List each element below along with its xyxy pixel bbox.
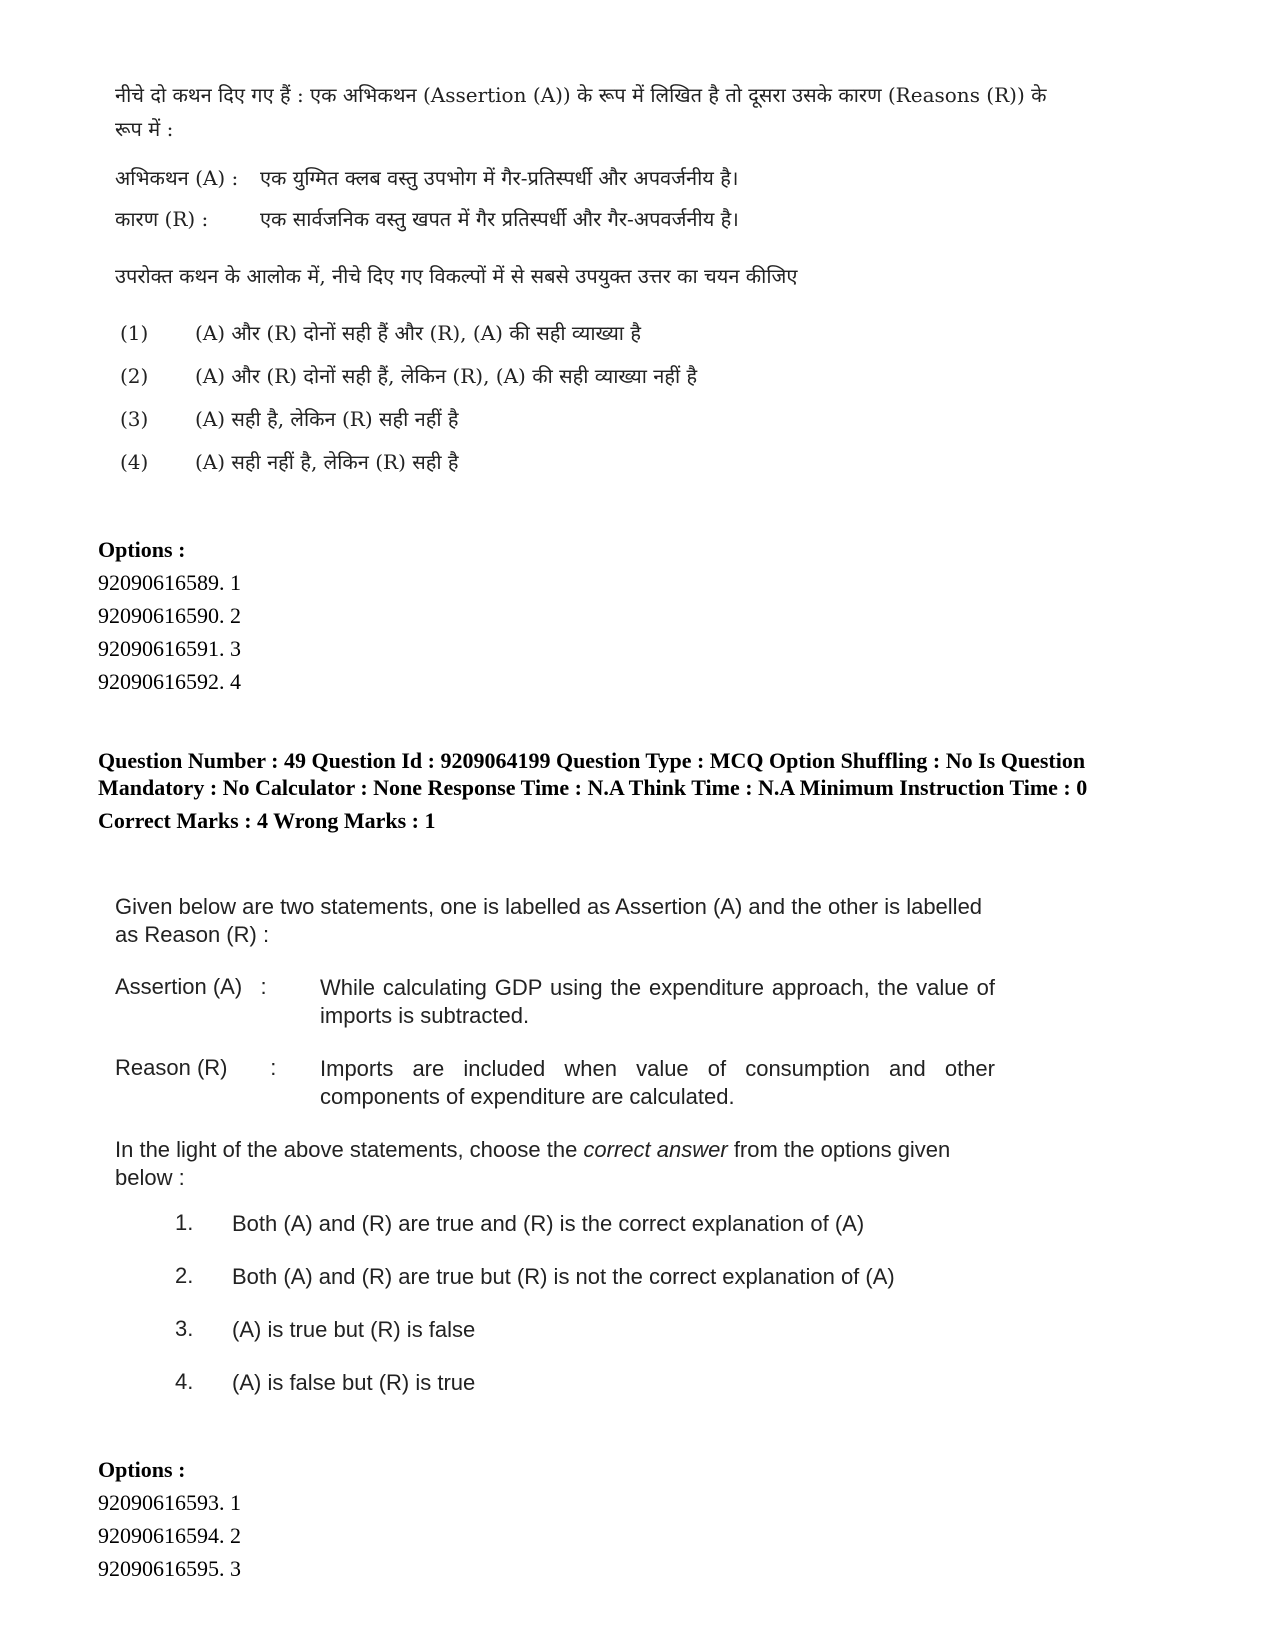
hindi-assertion-label: अभिकथन (A) : (115, 166, 239, 190)
hindi-option-number: (2) (120, 363, 149, 388)
hindi-option (115, 397, 1055, 440)
hindi-option-number: (4) (120, 449, 149, 474)
english-option (175, 1316, 995, 1344)
hindi-question-text: उपरोक्त कथन के आलोक में, नीचे दिए गए विकल्पों में से सबसे उपयुक्त उत्तर का चयन कीजिए (115, 264, 798, 288)
hindi-option-text: (A) सही है, लेकिन (R) सही नहीं है (195, 407, 459, 431)
english-question-block (115, 893, 995, 1422)
english-assertion-row (115, 974, 995, 1030)
hindi-option-text: (A) और (R) दोनों सही हैं और (R), (A) की सही व्याख्या है (195, 321, 641, 345)
option-id-line: 92090616589. 1 (98, 570, 241, 595)
english-assertion-text: While calculating GDP using the expenditure approach, the value of imports is subtracted. (320, 975, 995, 1028)
hindi-question-block (115, 78, 1055, 483)
english-assertion-label: Assertion (A) : (115, 974, 267, 999)
hindi-assertion-row (115, 164, 1055, 191)
options-heading: Options : (98, 1457, 186, 1482)
hindi-intro: नीचे दो कथन दिए गए हैं : एक अभिकथन (Assertion (A)) के रूप में लिखित है तो दूसरा उसके कारण (Reasons (R)) के रूप में : (115, 83, 1047, 141)
question-meta-line: Question Number : 49 Question Id : 9209064199 Question Type : MCQ Option Shuffling : No Is Question Mandatory : No Calculator : None Response Time : N.A Think Time : N.A Minimum Instruction Time : 0 (98, 748, 1088, 800)
english-option (175, 1369, 995, 1397)
hindi-option (115, 354, 1055, 397)
question-text-part: In the light of the above statements, choose the (115, 1137, 584, 1162)
english-option-text: (A) is true but (R) is false (232, 1317, 476, 1342)
english-option-number: 1. (175, 1210, 194, 1235)
options-list-1 (98, 533, 241, 698)
english-reason-label: Reason (R) : (115, 1055, 277, 1080)
english-question-text (115, 1136, 995, 1192)
options-heading: Options : (98, 537, 186, 562)
question-marks: Correct Marks : 4 Wrong Marks : 1 (98, 808, 436, 833)
hindi-reason-label: कारण (R) : (115, 207, 209, 231)
option-id-line: 92090616594. 2 (98, 1523, 241, 1548)
question-emphasis: correct answer (583, 1137, 728, 1162)
hindi-option-text: (A) और (R) दोनों सही हैं, लेकिन (R), (A) की सही व्याख्या नहीं है (195, 364, 698, 388)
option-id-line: 92090616593. 1 (98, 1490, 241, 1515)
english-reason-row (115, 1055, 995, 1111)
english-option-text: Both (A) and (R) are true and (R) is the correct explanation of (A) (232, 1211, 865, 1236)
english-option-list (115, 1210, 995, 1397)
question-text-part: from the options given below : (115, 1137, 951, 1190)
english-reason-text: Imports are included when value of consumption and other components of expenditure are calculated. (320, 1056, 995, 1109)
option-id-line: 92090616592. 4 (98, 669, 241, 694)
hindi-reason-text: एक सार्वजनिक वस्तु खपत में गैर प्रतिस्पर्धी और गैर-अपवर्जनीय है। (260, 207, 739, 231)
english-option-text: Both (A) and (R) are true but (R) is not the correct explanation of (A) (232, 1264, 895, 1289)
hindi-assertion-text: एक युग्मित क्लब वस्तु उपभोग में गैर-प्रतिस्पर्धी और अपवर्जनीय है। (260, 166, 739, 190)
option-id-line: 92090616590. 2 (98, 603, 241, 628)
english-option-number: 3. (175, 1316, 194, 1341)
options-list-2 (98, 1453, 241, 1585)
english-intro: Given below are two statements, one is labelled as Assertion (A) and the other is labelled as Reason (R) : (115, 894, 983, 947)
hindi-option-number: (1) (120, 320, 149, 345)
question-meta (98, 747, 1128, 834)
hindi-option-text: (A) सही नहीं है, लेकिन (R) सही है (195, 450, 459, 474)
hindi-option (115, 440, 1055, 483)
english-option-number: 4. (175, 1369, 194, 1394)
hindi-option-list (115, 311, 1055, 483)
hindi-option (115, 311, 1055, 354)
english-option (175, 1210, 995, 1238)
hindi-option-number: (3) (120, 406, 149, 431)
english-option-number: 2. (175, 1263, 194, 1288)
option-id-line: 92090616595. 3 (98, 1556, 241, 1581)
english-option-text: (A) is false but (R) is true (232, 1370, 476, 1395)
hindi-reason-row (115, 205, 1055, 232)
english-option (175, 1263, 995, 1291)
option-id-line: 92090616591. 3 (98, 636, 241, 661)
